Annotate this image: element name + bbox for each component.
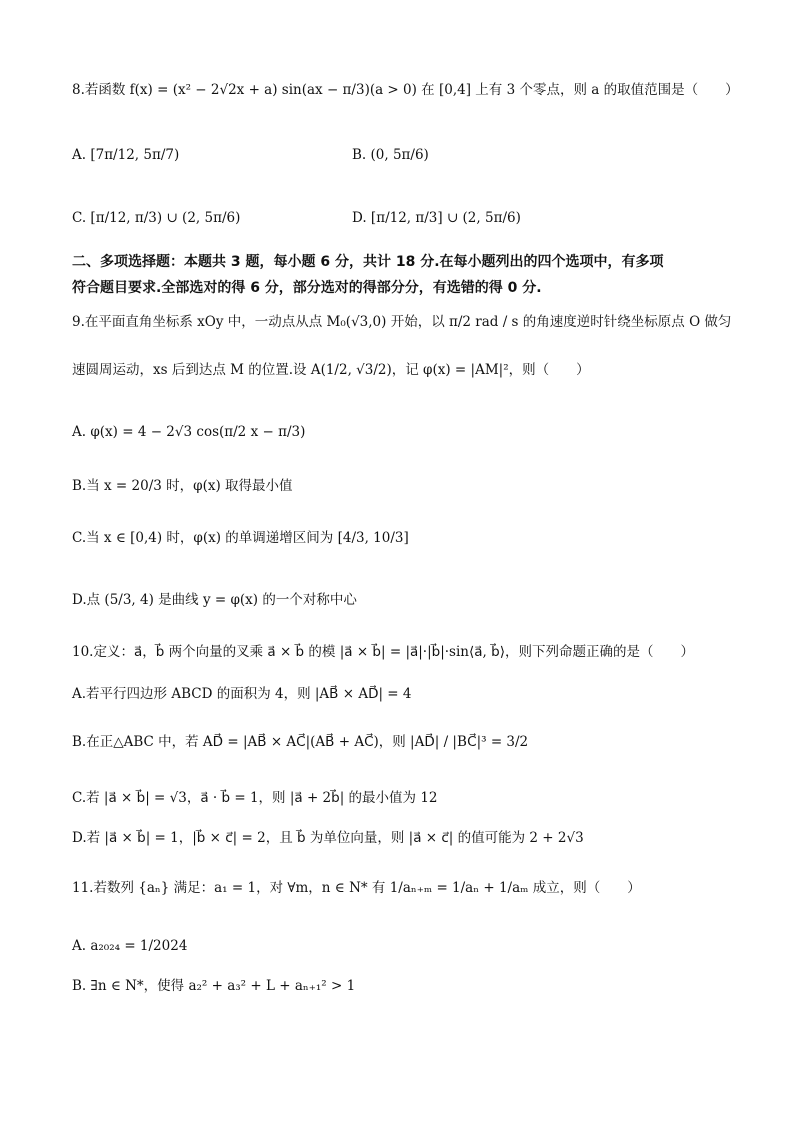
q11-stem: 11.若数列 {aₙ} 满足：a₁ = 1，对 ∀m，n ∈ N* 有 1/aₙ₊ₘ = 1/aₙ + 1/aₘ 成立，则（ ） — [72, 880, 641, 896]
section2-heading-line2: 符合题目要求.全部选对的得 6 分，部分选对的得部分分，有选错的得 0 分. — [72, 280, 542, 296]
q10-option-a: A.若平行四边形 ABCD 的面积为 4，则 |AB⃗ × AD⃗| = 4 — [72, 686, 412, 702]
q11-option-a: A. a₂₀₂₄ = 1/2024 — [72, 938, 188, 954]
q10-option-d: D.若 |a⃗ × b⃗| = 1，|b⃗ × c⃗| = 2，且 b⃗ 为单位向量，则 |a⃗ × c⃗| 的值可能为 2 + 2√3 — [72, 830, 584, 846]
q10-option-c: C.若 |a⃗ × b⃗| = √3，a⃗ · b⃗ = 1，则 |a⃗ + 2b⃗| 的最小值为 12 — [72, 790, 438, 806]
q10-option-b: B.在正△ABC 中，若 AD⃗ = |AB⃗ × AC⃗|(AB⃗ + AC⃗)，则 |AD⃗| / |BC⃗|³ = 3/2 — [72, 734, 529, 750]
q9-stem-line2: 速圆周运动，xs 后到达点 M 的位置.设 A(1/2, √3/2)，记 φ(x) = |AM|²，则（ ） — [72, 362, 590, 378]
q8-stem: 8.若函数 f(x) = (x² − 2√2x + a) sin(ax − π/3)(a > 0) 在 [0,4] 上有 3 个零点，则 a 的取值范围是（ ） — [72, 82, 739, 98]
q11-option-b: B. ∃n ∈ N*，使得 a₂² + a₃² + L + aₙ₊₁² > 1 — [72, 978, 356, 994]
q9-option-c: C.当 x ∈ [0,4) 时，φ(x) 的单调递增区间为 [4/3, 10/3] — [72, 530, 409, 546]
q8-option-d: D. [π/12, π/3] ∪ (2, 5π/6) — [352, 210, 521, 226]
q9-option-b: B.当 x = 20/3 时，φ(x) 取得最小值 — [72, 478, 293, 494]
q9-stem-line1: 9.在平面直角坐标系 xOy 中，一动点从点 M₀(√3,0) 开始，以 π/2 rad / s 的角速度逆时针绕坐标原点 O 做匀 — [72, 314, 732, 330]
q9-option-d: D.点 (5/3, 4) 是曲线 y = φ(x) 的一个对称中心 — [72, 592, 357, 608]
q8-option-a: A. [7π/12, 5π/7) — [72, 147, 180, 163]
q8-option-b: B. (0, 5π/6) — [352, 147, 429, 163]
section2-heading-line1: 二、多项选择题：本题共 3 题，每小题 6 分，共计 18 分.在每小题列出的四个选项中，有多项 — [72, 254, 664, 270]
q10-stem: 10.定义：a⃗，b⃗ 两个向量的叉乘 a⃗ × b⃗ 的模 |a⃗ × b⃗| = |a⃗|·|b⃗|·sin⟨a⃗, b⃗⟩，则下列命题正确的是（ ） — [72, 644, 694, 660]
q8-option-c: C. [π/12, π/3) ∪ (2, 5π/6) — [72, 210, 241, 226]
q9-option-a: A. φ(x) = 4 − 2√3 cos(π/2 x − π/3) — [72, 424, 306, 440]
